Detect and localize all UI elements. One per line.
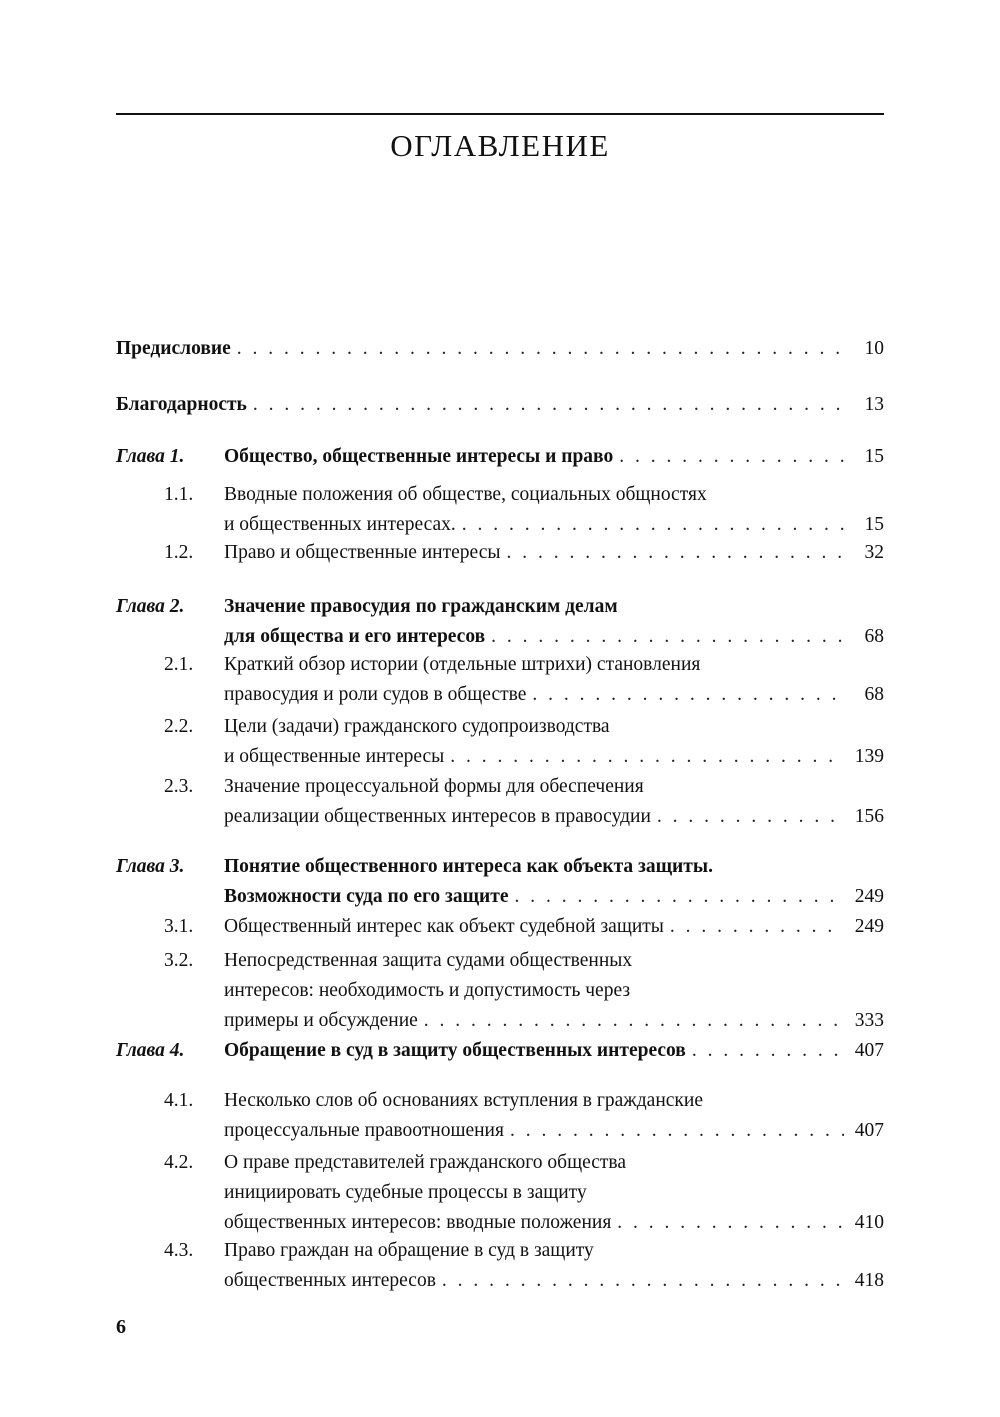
toc-entry-number: Глава 2.: [116, 596, 185, 617]
dot-leader: [657, 802, 844, 832]
toc-chapter-entry[interactable]: [116, 852, 884, 912]
toc-entry-title-line: реализации общественных интересов в правосудии: [224, 806, 651, 827]
toc-entry-title-line: Общественный интерес как объект судебной защиты: [224, 916, 664, 937]
toc-page-number: 407: [854, 1040, 884, 1061]
toc-section-entry[interactable]: [116, 538, 884, 568]
dot-leader: [253, 390, 844, 420]
toc-entry-title-line: Предисловие: [116, 338, 231, 359]
toc-entry-title-line: Возможности суда по его защите: [224, 886, 509, 907]
toc-page-number: 32: [864, 542, 884, 563]
toc-entry-title-line: Несколько слов об основаниях вступления в гражданские: [224, 1090, 703, 1111]
page-number: 6: [116, 1316, 126, 1338]
toc-section-entry[interactable]: [116, 946, 884, 1036]
toc-page-number: 68: [864, 684, 884, 705]
dot-leader: [515, 882, 844, 912]
toc-section-entry[interactable]: [116, 1148, 884, 1238]
toc-entry-number: 2.1.: [164, 654, 194, 675]
dot-leader: [506, 538, 844, 568]
toc-section-entry[interactable]: [116, 1236, 884, 1296]
toc-page-number: 10: [864, 338, 884, 359]
toc-entry-title-line: правосудия и роли судов в обществе: [224, 684, 527, 705]
toc-entry-number: 4.2.: [164, 1152, 194, 1173]
toc-entry-title-line: Право и общественные интересы: [224, 542, 501, 563]
toc-entry-title-line: и общественных интересах.: [224, 514, 456, 535]
dot-leader: [670, 912, 844, 942]
toc-entry-number: 2.2.: [164, 716, 194, 737]
toc-entry-title-line: общественных интересов: [224, 1270, 436, 1291]
dot-leader: [237, 334, 844, 364]
toc-page-number: 407: [854, 1120, 884, 1141]
toc-entry-title-line: Благодарность: [116, 394, 247, 415]
toc-entry-number: 1.2.: [164, 542, 194, 563]
toc-section-entry[interactable]: [116, 912, 884, 942]
toc-page-number: 249: [854, 916, 884, 937]
toc-entry-title-line: общественных интересов: вводные положения: [224, 1212, 612, 1233]
toc-entry-title-line: интересов: необходимость и допустимость через: [224, 980, 631, 1001]
toc-page-number: 249: [854, 886, 884, 907]
toc-entry-title-line: примеры и обсуждение: [224, 1010, 418, 1031]
toc-section-entry[interactable]: [116, 1086, 884, 1146]
toc-chapter-entry[interactable]: [116, 1036, 884, 1066]
toc-page-number: 15: [864, 446, 884, 467]
page-title: ОГЛАВЛЕНИЕ: [390, 128, 610, 163]
toc-section-entry[interactable]: [116, 772, 884, 832]
toc-page-number: 418: [854, 1270, 884, 1291]
dot-leader: [619, 442, 844, 472]
toc-chapter-entry[interactable]: [116, 592, 884, 652]
dot-leader: [692, 1036, 844, 1066]
toc-entry-number: Глава 4.: [116, 1040, 185, 1061]
toc-section-entry[interactable]: [116, 712, 884, 772]
toc-entry-title-line: инициировать судебные процессы в защиту: [224, 1182, 587, 1203]
toc-entry-title-line: Цели (задачи) гражданского судопроизводства: [224, 716, 610, 737]
toc-entry-title-line: Право граждан на обращение в суд в защиту: [224, 1240, 594, 1261]
toc-entry-number: 2.3.: [164, 776, 194, 797]
dot-leader: [491, 622, 844, 652]
toc-front-entry[interactable]: [116, 334, 884, 364]
dot-leader: [424, 1006, 844, 1036]
toc-page-number: 410: [854, 1212, 884, 1233]
toc-entry-title-line: Краткий обзор истории (отдельные штрихи) становления: [224, 654, 701, 675]
toc-section-entry[interactable]: [116, 480, 884, 540]
dot-leader: [450, 742, 844, 772]
toc-entry-title-line: Непосредственная защита судами общественных: [224, 950, 633, 971]
toc-page-number: 139: [854, 746, 884, 767]
toc-page-number: 156: [854, 806, 884, 827]
toc-entry-title-line: Общество, общественные интересы и право: [224, 446, 614, 467]
toc-entry-number: 1.1.: [164, 484, 194, 505]
toc-section-entry[interactable]: [116, 650, 884, 710]
toc-entry-number: 4.3.: [164, 1240, 194, 1261]
toc-entry-title-line: для общества и его интересов: [224, 626, 486, 647]
header-rule: [116, 113, 884, 115]
toc-entry-title-line: и общественные интересы: [224, 746, 445, 767]
toc-entry-number: 3.1.: [164, 916, 194, 937]
toc-entry-title-line: Понятие общественного интереса как объекта защиты.: [224, 856, 713, 877]
toc-entry-title-line: процессуальные правоотношения: [224, 1120, 504, 1141]
dot-leader: [442, 1266, 844, 1296]
toc-entry-number: Глава 1.: [116, 446, 185, 467]
toc-page-number: 68: [864, 626, 884, 647]
toc-page-number: 13: [864, 394, 884, 415]
toc-front-entry[interactable]: [116, 390, 884, 420]
toc-entry-number: 4.1.: [164, 1090, 194, 1111]
dot-leader: [617, 1208, 844, 1238]
toc-entry-number: 3.2.: [164, 950, 194, 971]
dot-leader: [462, 510, 844, 540]
dot-leader: [510, 1116, 844, 1146]
toc-entry-number: Глава 3.: [116, 856, 185, 877]
toc-entry-title-line: О праве представителей гражданского общества: [224, 1152, 627, 1173]
toc-page-number: 333: [854, 1010, 884, 1031]
toc-entry-title-line: Обращение в суд в защиту общественных интересов: [224, 1040, 686, 1061]
toc-page-number: 15: [864, 514, 884, 535]
toc-chapter-entry[interactable]: [116, 442, 884, 472]
dot-leader: [532, 680, 844, 710]
toc-entry-title-line: Вводные положения об обществе, социальных общностях: [224, 484, 707, 505]
toc-entry-title-line: Значение процессуальной формы для обеспечения: [224, 776, 644, 797]
toc-entry-title-line: Значение правосудия по гражданским делам: [224, 596, 618, 617]
